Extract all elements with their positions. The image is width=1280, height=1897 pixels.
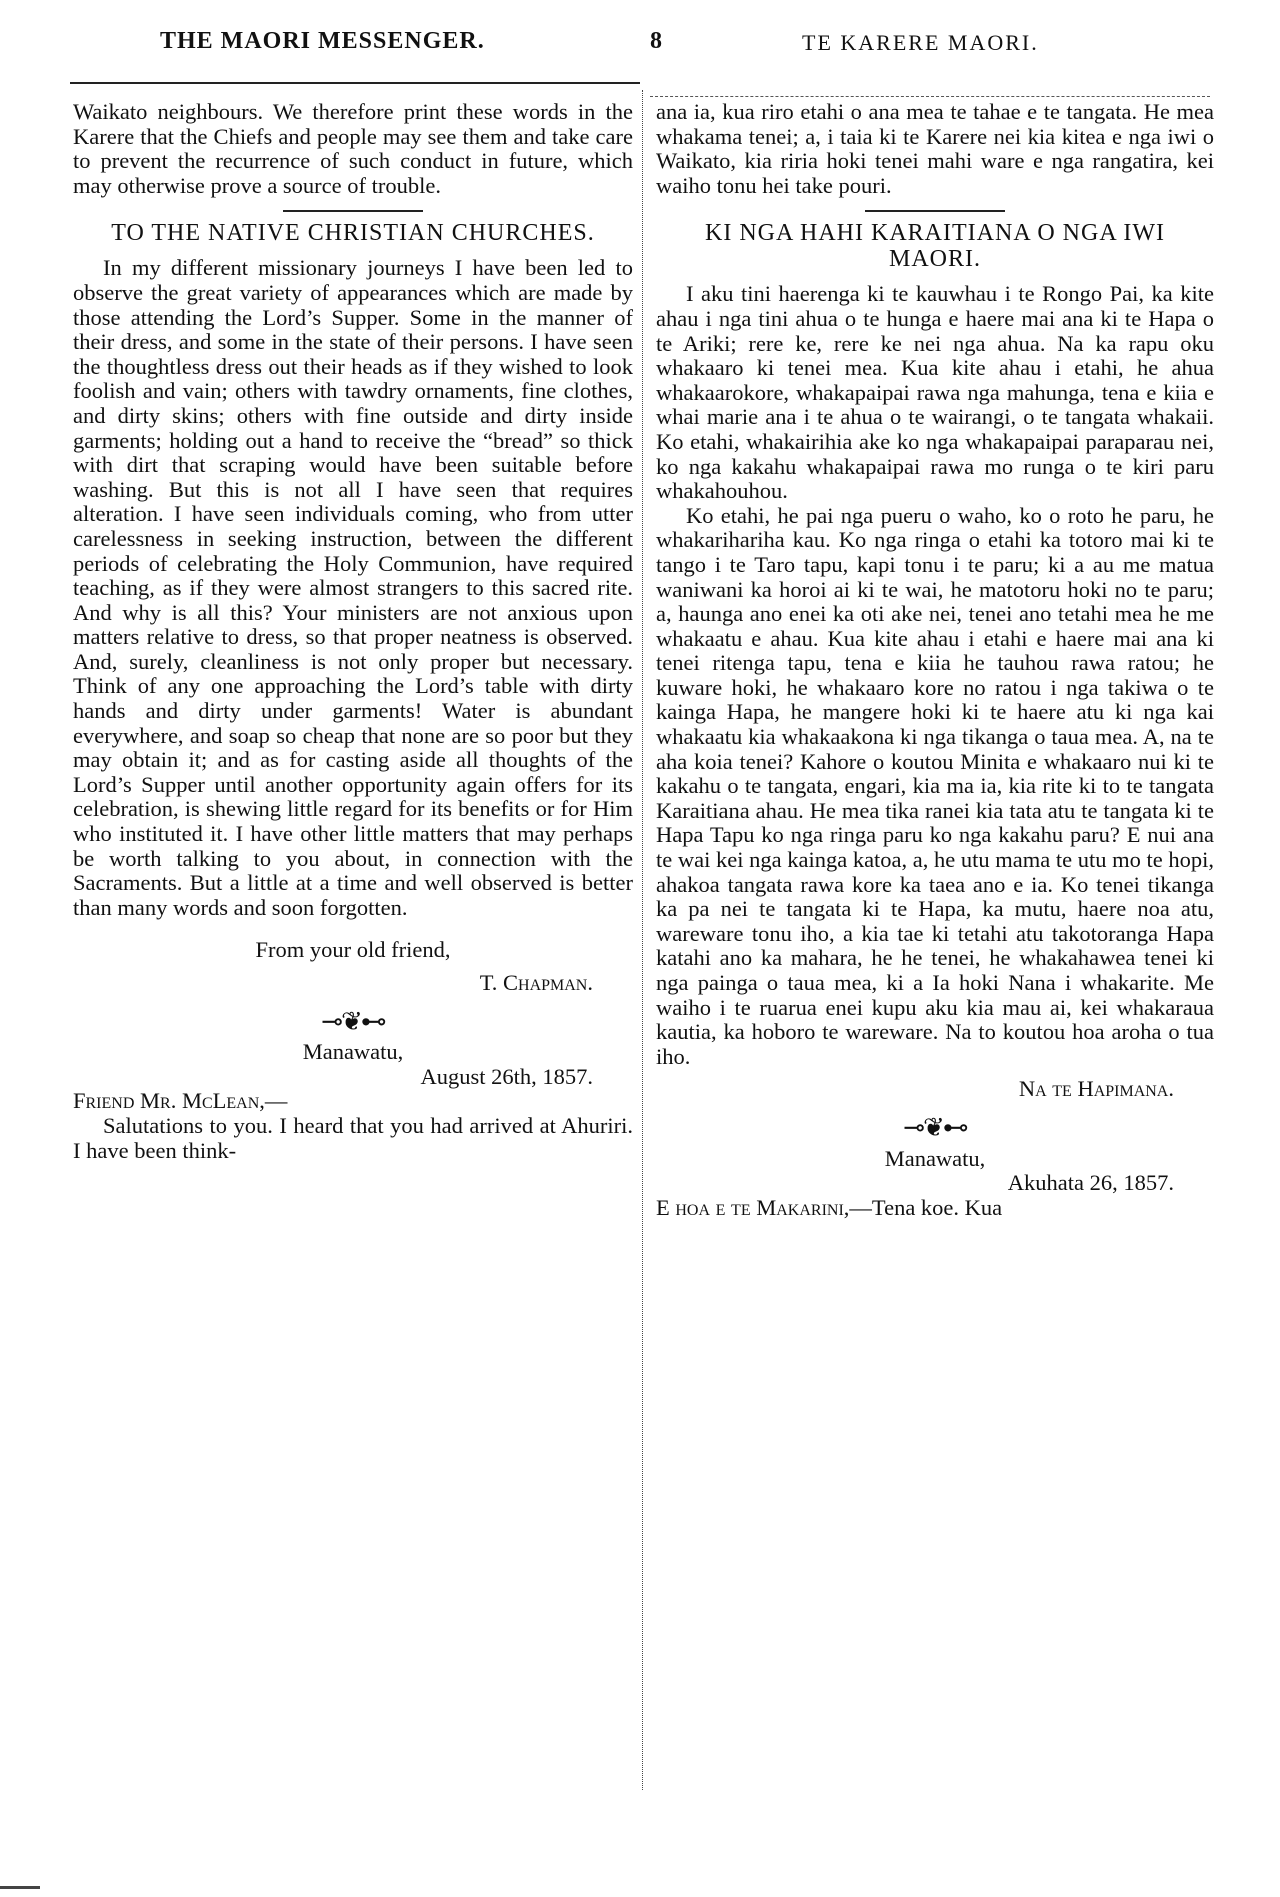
bottom-mark: [0, 1886, 40, 1889]
header-rule-left: [70, 82, 640, 84]
ornament-icon: ⊸❦⊷: [903, 1112, 967, 1142]
page-header: [0, 28, 1280, 68]
english-date: August 26th, 1857.: [420, 1063, 593, 1089]
page-number: 8: [650, 28, 662, 54]
maori-place: Manawatu,: [884, 1145, 986, 1171]
english-column: [73, 100, 633, 1163]
maori-letter-line: [656, 1196, 1214, 1221]
english-continuation: Waikato neighbours. We therefore print these words in the Karere that the Chiefs and people may see them and take care to prevent the recurrence of such conduct in future, which may otherwise prove a source of trouble.: [73, 99, 633, 198]
maori-letter-start: —Tena koe. Kua: [849, 1194, 1003, 1220]
section-rule: [865, 210, 1005, 212]
maori-title: TE KARERE MAORI.: [802, 30, 1039, 55]
maori-salutation: E hoa e te Makarini,: [656, 1194, 850, 1220]
maori-date: Akuhata 26, 1857.: [1007, 1170, 1174, 1196]
maori-column: [656, 100, 1214, 1220]
maori-heading: KI NGA HAHI KARAITIANA O NGA IWI MAORI.: [705, 220, 1165, 273]
english-place: Manawatu,: [302, 1039, 404, 1065]
english-body: In my different missionary journeys I have been led to observe the great variety of appearances which are made by those attending the Lord’s Supper. Some in the manner of their dress, and some in the state of their persons. I have seen the thoughtless dress out their heads as if they wished to look foolish and vain; others with tawdry ornaments, fine clothes, and dirty skins; others with fine outside and dirty inside garments; holding out a hand to receive the “bread” so thick with dirt that scraping would have been suitable before washing. But this is not all I have seen that requires alteration. I have seen individuals coming, who from utter carelessness in seeking instruction, between the different periods of celebrating the Holy Communion, have required teaching, as if they were almost strangers to this sacred rite. And why is all this? Your ministers are not anxious upon matters relative to dress, so that proper neatness is observed. And, surely, cleanliness is not only proper but necessary. Think of any one approaching the Lord’s table with dirty hands and dirty under garments! Water is abundant everywhere, and soap so cheap that none are so poor but they may obtain it; and as for casting aside all thoughts of the Lord’s Supper until another opportunity again offers for its celebration, is shewing little regard for its benefits or for Him who instituted it. I have other little matters that may perhaps be worth talking to you about, in connection with the Sacraments. But a little at a time and well observed is better than many words and soon forgotten.: [73, 255, 633, 920]
english-title: THE MAORI MESSENGER.: [160, 28, 485, 54]
maori-signature: Na te Hapimana.: [1018, 1076, 1174, 1102]
english-salutation: Friend Mr. McLean,—: [73, 1088, 288, 1114]
maori-body-1: I aku tini haerenga ki te kauwhau i te Rongo Pai, ka kite ahau i nga tini ahua o te hunga e haere mai ana ki te Hapa o te Ariki; rere ke, rere ke nei nga ahua. Na ka rapu oku whakaaro ki tenei mea. Kua kite ahau i etahi, he ahua whakaarokore, whakapaipai rawa nga mahunga, tena e kiia e whai marie ana i te ahua o te wairangi, o te tangata whakaii. Ko etahi, whakairihia ake ko nga whakapaipai paraparau nei, ko nga kakahu whakapaipai rawa mo runga o te kiri paru whakahouhou.: [656, 281, 1214, 504]
maori-body-2: Ko etahi, he pai nga pueru o waho, ko o roto he paru, he whakariharihа kau. Ko nga ringa o etahi ka totoro mai ki te tango i te Taro tapu, kapi tonu i te paru; ki a au me matua waniwani ka horoi ai ki te wai, he matotoru hoki no te paru; a, haunga ano enei ka oti ake nei, tenei ano tetahi mea he me whakaatu e ahau. Kua kite ahau i etahi e haere mai ana ki tenei ritenga tapu, tena e kiia he tauhou rawa ratou; he kuware hoki, he whakaaro kore no ratou i nga takiwa o te kainga Hapa, he mangere hoki ki te haere atu ki nga kai whakaatu kia whakaakona ki nga tikanga o taua mea. A, na te aha koia tenei? Kahore o koutou Minita e whakaaro nui ki te kakahu o te tangata, engari, kia ma ia, kia rite ki to te tangata Karaitiana ahau. He mea tika ranei kia tata atu te tangata ki te Hapa Tapu ko nga ringa paru ko nga kakahu paru? E nui ana te wai kei nga kainga katoa, a, he utu mama te utu mo te hopi, ahakoa tangata rawa kore ka taea ano e ia. Ko tenei tikanga ka pa nei te tangata ki te Hapa, ka mutu, haere noa atu, wareware tonu iho, a kia tae ki tetahi atu takotoranga Hapa katahi ano ka mahara, he he tenei, he whakahawea tenei ki nga painga o taua mea, ki a Ia hoki Nana i whakarite. Me waiho i te ruarua enei kupu aku kia mau ai, kei whakaraua kautia, ka hoboro te wareware. Na to koutou hoa aroha o tua iho.: [656, 502, 1214, 1069]
english-heading: TO THE NATIVE CHRISTIAN CHURCHES.: [111, 220, 595, 247]
section-rule: [283, 210, 423, 212]
header-rule-right: [650, 96, 1210, 98]
english-signature: T. Chapman.: [479, 970, 593, 995]
column-divider: [642, 90, 643, 1790]
ornament-icon: ⊸❦⊷: [321, 1006, 385, 1036]
english-letter-start: Salutations to you. I heard that you had arrived at Ahuriri. I have been think-: [73, 1112, 633, 1163]
english-closing: From your old friend,: [255, 937, 451, 963]
maori-continuation: ana ia, kua riro etahi o ana mea te tahae e te tangata. He mea whakama tenei; a, i taia ki te Karere nei kia kitea e nga iwi o Waikato, kia riria hoki tenei mahi ware e nga rangatira, kei waiho tonu hei take pouri.: [656, 99, 1214, 198]
